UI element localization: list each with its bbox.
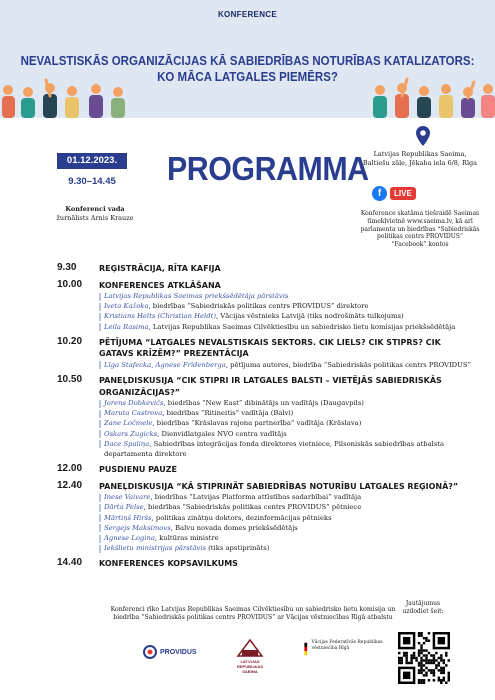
speaker-role: , politikas zinātņu doktors, dezinformācijas pētnieks: [151, 513, 332, 522]
speaker-bar: [99, 361, 101, 369]
agenda-title: PANEĻDISKUSIJA “CIK STIPRI IR LATGALES BALSTI – VIETĒJĀS SABIEDRISKĀS ORGANIZĀCIJAS?”: [99, 376, 442, 397]
facebook-live: [372, 186, 416, 201]
speaker-line: [99, 533, 477, 543]
speaker-name: Kristians Helts (Christian Heldt): [104, 312, 216, 321]
speaker-text: [104, 502, 477, 512]
speaker-name: Sergejs Maksimovs: [104, 523, 171, 532]
speaker-role: , pētījuma autores, biedrība “Sabiedriskās politikas centrs PROVIDUS”: [225, 360, 471, 369]
speaker-text: [104, 523, 477, 533]
speaker-line: [99, 502, 477, 512]
speaker-role: , Sabiedrības integrācijas fonda direktores vietniece, Pilsoniskās sabiedrības atbalsta departamenta direktore: [104, 439, 445, 459]
agenda-title: PANEĻDISKUSIJA “KĀ STIPRINĀT SABIEDRĪBAS NOTURĪBU LATGALES REĢIONĀ?”: [99, 481, 459, 491]
speaker-text: [104, 533, 477, 543]
speaker-line: [99, 439, 477, 459]
providus-logo: [143, 645, 197, 659]
speaker-line: [99, 322, 477, 332]
agenda-time: 14.40: [57, 557, 83, 569]
event-date: 01.12.2023.: [57, 153, 127, 169]
speaker-role: , biedrības “Sabiedriskās politikas centrs PROVIDUS” direktore: [148, 302, 369, 311]
speaker-name: Leila Rasima: [104, 322, 149, 331]
speaker-text: [104, 543, 477, 553]
event-time: 9.30–14.45: [68, 176, 116, 187]
providus-mark-icon: [143, 645, 157, 659]
speaker-bar: [99, 440, 101, 448]
host-label: Konferenci vada: [65, 205, 125, 213]
german-flag-icon: [303, 640, 309, 658]
agenda-title: PUSDIENU PAUZE: [99, 465, 178, 475]
speaker-name: Oskars Zugicks: [104, 429, 158, 438]
agenda-title: PĒTĪJUMA “LATGALES NEVALSTISKAIS SEKTORS. CIK LIELS? CIK STIPRS? CIK GATAVS KRĪZĒM?” PREZENTĀCIJA: [99, 337, 441, 359]
stream-note-line: Konference skatāma tiešraidē Saeimas: [360, 210, 480, 217]
speaker-role: , biedrības “Ritineitis” vadītāja (Balvi): [162, 409, 294, 418]
speaker-text: [104, 513, 477, 523]
stream-note-line: politikas centrs PROVIDUS”: [377, 233, 463, 241]
host-info: [40, 205, 150, 223]
speaker-bar: [99, 400, 101, 408]
speaker-bar: [99, 323, 101, 331]
agenda-time: 10.00: [57, 278, 83, 290]
speaker-line: [99, 418, 477, 428]
agenda-item: [57, 336, 477, 370]
stream-note-line: parlamenta un biedrības “Sabiedriskās: [360, 225, 480, 233]
saeima-emblem-icon: [236, 638, 264, 658]
title-line-2: KO MĀCA LATGALES PIEMĒRS?: [157, 70, 338, 84]
speaker-bar: [99, 410, 101, 418]
speaker-bar: [99, 494, 101, 502]
speaker-text: [104, 439, 477, 459]
stream-note-line: “Facebook” kontos: [391, 241, 449, 249]
speaker-text: [104, 322, 477, 332]
speaker-text: [104, 408, 477, 418]
speaker-bar: [99, 420, 101, 428]
program-title: PROGRAMMA: [167, 150, 369, 187]
organizer-note: Konferenci rīko Latvijas Republikas Saeimas Cilvēktiesību un sabiedrisko lietu komisija un biedrība “Sabiedriskās politikas centrs PROVIDUS” ar Vācijas vēstniecības Rīgā atbalstu: [110, 606, 396, 621]
speaker-line: [99, 513, 477, 523]
speaker-name: Iveta Kažoka: [104, 302, 149, 311]
venue-address: [345, 150, 495, 167]
speaker-bar: [99, 535, 101, 543]
agenda: [57, 262, 477, 570]
speaker-role: , kultūras ministre: [154, 534, 219, 543]
saeima-text: LATVIJAS REPUBLIKAS SAEIMA: [236, 659, 263, 674]
speaker-text: [104, 301, 477, 311]
speaker-role: (tiks apstiprināts): [206, 544, 270, 553]
speaker-line: [99, 492, 477, 502]
embassy-logo: [303, 640, 388, 658]
agenda-time: 10.50: [57, 374, 83, 386]
speaker-name: Līga Stafecka, Agnese Frīdenberga: [104, 360, 226, 369]
speaker-text: [104, 291, 477, 301]
agenda-item: [57, 262, 477, 275]
speaker-line: [99, 398, 477, 408]
crowd-illustration: [0, 76, 495, 118]
agenda-item: [57, 279, 477, 332]
conference-label: KONFERENCE: [217, 10, 277, 19]
speaker-bar: [99, 303, 101, 311]
speaker-line: [99, 408, 477, 418]
speaker-line: [99, 523, 477, 533]
speaker-role: , biedrības “Krāslavas rajona partnerība” vadītāja (Krāslava): [152, 419, 362, 428]
venue-line-1: Latvijas Republikas Saeima,: [373, 150, 467, 158]
agenda-title: KONFERENCES KOPSAVILKUMS: [99, 559, 238, 569]
embassy-text: Vācijas Federatīvās Republikas vēstniecība Rīgā: [311, 640, 383, 651]
speaker-text: [104, 360, 477, 370]
speaker-text: [104, 311, 477, 321]
speaker-bar: [99, 313, 101, 321]
agenda-time: 12.00: [57, 463, 83, 475]
speaker-name: Latvijas Republikas Saeimas priekšsēdētāja pārstāvis: [104, 292, 289, 300]
speaker-text: [104, 398, 477, 408]
speaker-role: , Latvijas Republikas Saeimas Cilvēktiesību un sabiedrisko lietu komisijas priekšsēdētāja: [148, 322, 456, 331]
host-name: žurnālists Arnis Krauze: [56, 214, 134, 222]
speaker-role: , biedrības “Latvijas Platforma attīstības sadarbībai” vadītāja: [150, 493, 362, 502]
title-line-1: NEVALSTISKĀS ORGANIZĀCIJAS KĀ SABIEDRĪBAS NOTURĪBAS KATALIZATORS:: [20, 54, 475, 68]
agenda-item: [57, 557, 477, 570]
speaker-line: [99, 543, 477, 553]
speaker-name: Mārtiņš Hiršs: [104, 513, 152, 522]
speaker-role: , Balvu novada domes priekšsēdētājs: [170, 523, 298, 532]
speaker-name: Inese Vaivare: [104, 493, 151, 502]
agenda-time: 12.40: [57, 479, 83, 491]
speaker-name: Jorens Dobkevičs: [104, 399, 164, 408]
speaker-line: [99, 301, 477, 311]
agenda-title: KONFERENCES ATKLĀŠANA: [99, 280, 221, 290]
speaker-bar: [99, 504, 101, 512]
speaker-bar: [99, 514, 101, 522]
facebook-icon: f: [372, 186, 387, 201]
stream-note: [345, 210, 495, 249]
stream-note-line: tīmekļvietnē www.saeima.lv, kā arī: [367, 217, 473, 225]
speaker-text: [104, 492, 477, 502]
speaker-line: [99, 311, 477, 321]
speaker-name: Dārta Pelse: [104, 503, 144, 512]
speaker-role: , Vācijas vēstnieks Latvijā (tiks nodrošināts tulkojums): [215, 312, 404, 321]
agenda-item: [57, 374, 477, 459]
speaker-role: , Dienvidlatgales NVO centra vadītājs: [157, 429, 287, 438]
speaker-line: [99, 291, 477, 301]
live-badge: LIVE: [390, 187, 416, 200]
speaker-role: , biedrības “Sabiedriskās politikas centrs PROVIDUS” pētniece: [143, 503, 362, 512]
venue-line-2: Baltiešu zāle, Jēkaba iela 6/8, Rīga: [362, 158, 478, 167]
agenda-item: [57, 480, 477, 554]
agenda-time: 9.30: [57, 262, 77, 273]
location-pin-icon: [416, 126, 430, 146]
speaker-line: [99, 429, 477, 439]
speaker-line: [99, 360, 477, 370]
speaker-name: Maruta Castrova: [104, 409, 163, 418]
speaker-role: , biedrības “New East” dibinātājs un vadītājs (Daugavpils): [163, 399, 364, 408]
qr-caption: Jautājumus uzdodiet šeit:: [402, 600, 444, 615]
speaker-name: Zane Ločmele: [104, 419, 153, 428]
speaker-name: Dace Spaliņa: [104, 439, 150, 448]
speaker-text: [104, 418, 477, 428]
speaker-bar: [99, 545, 101, 553]
saeima-logo: [230, 638, 270, 674]
speaker-bar: [99, 293, 101, 301]
speaker-name: Iekšlietu ministrijas pārstāvis: [104, 544, 206, 553]
speaker-text: [104, 429, 477, 439]
agenda-item: [57, 463, 477, 476]
speaker-bar: [99, 524, 101, 532]
qr-code[interactable]: [398, 632, 450, 684]
speaker-name: Agnese Logina: [104, 534, 155, 543]
speaker-bar: [99, 430, 101, 438]
agenda-time: 10.20: [57, 335, 83, 347]
agenda-title: REĢISTRĀCIJA, RĪTA KAFIJA: [99, 264, 221, 273]
providus-text: PROVIDUS: [160, 648, 197, 656]
